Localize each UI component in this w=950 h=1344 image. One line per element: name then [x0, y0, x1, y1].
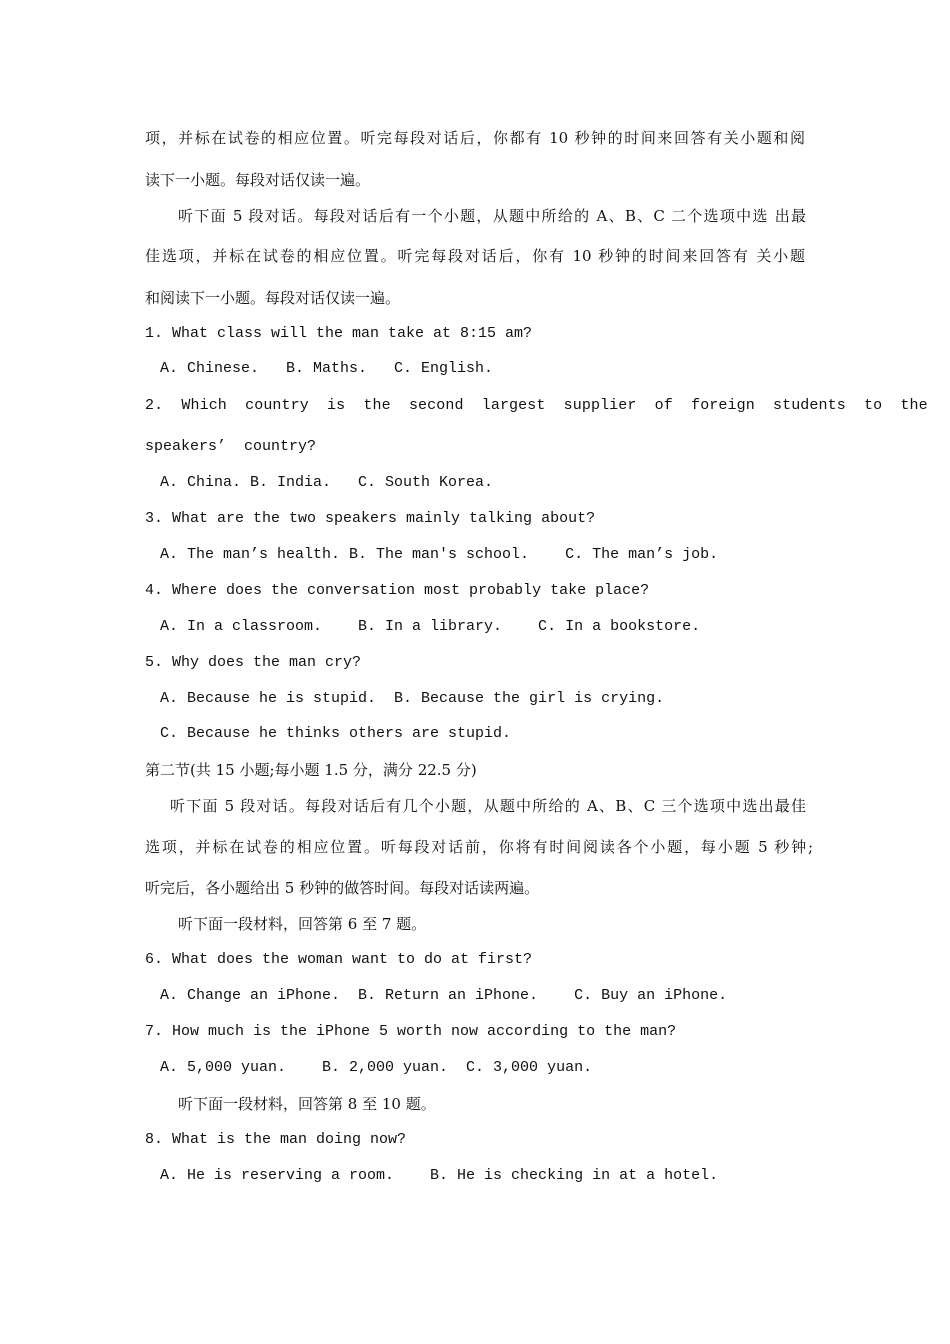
- section2-instructions-line-2: 选项，并标在试卷的相应位置。听每段对话前，你将有时间阅读各个小题，每小题 5 秒钟;: [145, 838, 813, 856]
- section2-instructions-line-1: 听下面 5 段对话。每段对话后有几个小题，从题中所给的 A、B、C 三个选项中选出最佳: [170, 797, 806, 815]
- material-8-10-heading: 听下面一段材料，回答第 8 至 10 题。: [178, 1095, 436, 1113]
- section2-instructions-line-3: 听完后，各小题给出 5 秒钟的做答时间。每段对话读两遍。: [145, 879, 540, 897]
- question-8: 8. What is the man doing now?: [145, 1131, 407, 1148]
- question-6: 6. What does the woman want to do at first?: [145, 951, 533, 968]
- question-2-line-2: speakers’ country?: [145, 438, 317, 455]
- question-3-options: A. The man’s health. B. The man's school. C. The man’s job.: [160, 546, 719, 563]
- question-2-options: A. China. B. India. C. South Korea.: [160, 474, 494, 491]
- question-1-options: A. Chinese. B. Maths. C. English.: [160, 360, 494, 377]
- question-8-options: A. He is reserving a room. B. He is checking in at a hotel.: [160, 1167, 719, 1184]
- question-4: 4. Where does the conversation most probably take place?: [145, 582, 650, 599]
- question-1: 1. What class will the man take at 8:15 am?: [145, 325, 533, 342]
- intro-line-1: 项，并标在试卷的相应位置。听完每段对话后，你都有 10 秒钟的时间来回答有关小题和阅: [145, 129, 805, 147]
- intro-line-2: 读下一小题。每段对话仅读一遍。: [145, 171, 371, 189]
- question-6-options: A. Change an iPhone. B. Return an iPhone. C. Buy an iPhone.: [160, 987, 728, 1004]
- question-5-options-line-2: C. Because he thinks others are stupid.: [160, 725, 512, 742]
- material-6-7-heading: 听下面一段材料，回答第 6 至 7 题。: [178, 915, 427, 933]
- question-3: 3. What are the two speakers mainly talking about?: [145, 510, 596, 527]
- section1-instructions-line-2: 佳选项，并标在试卷的相应位置。听完每段对话后，你有 10 秒钟的时间来回答有 关小题: [145, 247, 805, 265]
- question-4-options: A. In a classroom. B. In a library. C. In a bookstore.: [160, 618, 701, 635]
- question-7: 7. How much is the iPhone 5 worth now according to the man?: [145, 1023, 677, 1040]
- question-7-options: A. 5,000 yuan. B. 2,000 yuan. C. 3,000 yuan.: [160, 1059, 593, 1076]
- section1-instructions-line-1: 听下面 5 段对话。每段对话后有一个小题，从题中所给的 A、B、C 二个选项中选 出最: [178, 207, 806, 225]
- question-5-options-line-1: A. Because he is stupid. B. Because the girl is crying.: [160, 690, 665, 707]
- section1-instructions-line-3: 和阅读下一小题。每段对话仅读一遍。: [145, 289, 401, 307]
- question-2-line-1: 2. Which country is the second largest supplier of foreign students to the: [145, 397, 928, 414]
- question-5: 5. Why does the man cry?: [145, 654, 362, 671]
- section2-heading: 第二节(共 15 小题;每小题 1.5 分，满分 22.5 分): [145, 761, 477, 779]
